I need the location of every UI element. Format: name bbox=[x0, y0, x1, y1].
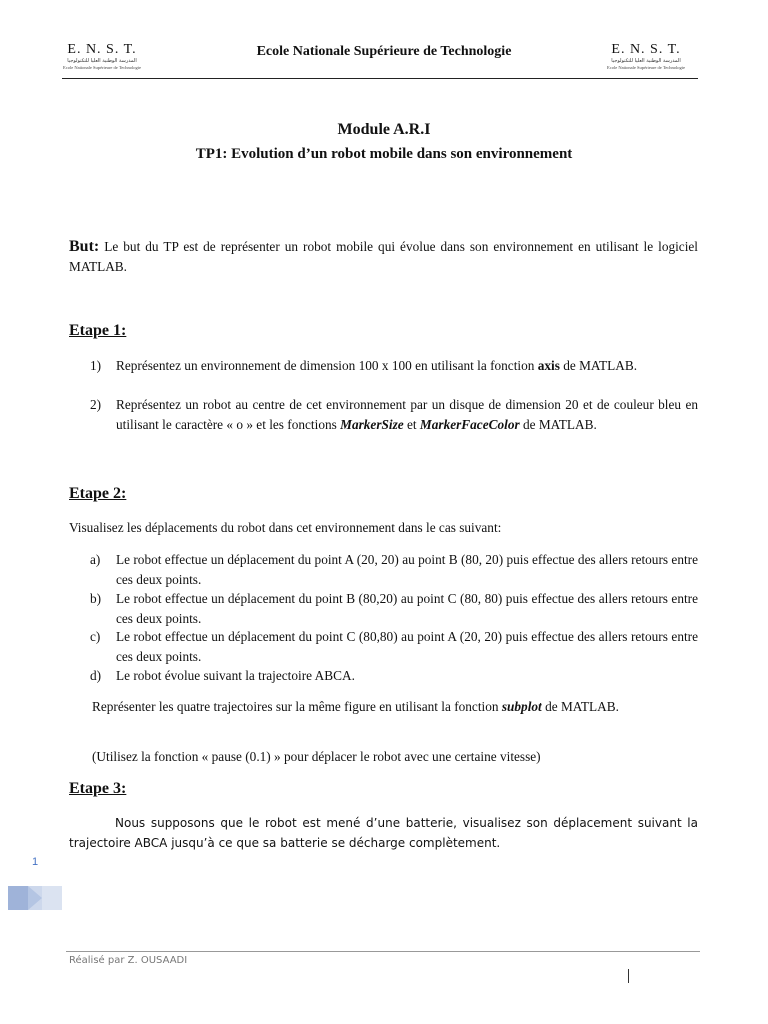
but-label: But: bbox=[69, 238, 100, 255]
item-text: Représentez un robot au centre de cet environnement par un disque de dimension 20 et de couleur bleu en utilisant le caractère « o » et les fonctions MarkerSize et MarkerFaceColor de MATLAB. bbox=[116, 397, 698, 432]
item-text: Représentez un environnement de dimension 100 x 100 en utilisant la fonction axis de MATLAB. bbox=[116, 358, 638, 373]
item-label: 1) bbox=[90, 358, 102, 373]
list-item bbox=[90, 666, 698, 686]
author-credit: Réalisé par Z. OUSAADI bbox=[69, 955, 188, 966]
item-label: 2) bbox=[90, 397, 102, 412]
list-item bbox=[90, 395, 698, 434]
item-text: Le robot effectue un déplacement du point C (80,80) au point A (20, 20) puis effectue des allers retours entre ces deux points. bbox=[116, 629, 698, 664]
item-text: Le robot effectue un déplacement du point B (80,20) au point C (80, 80) puis effectue des allers retours entre ces deux points. bbox=[116, 591, 698, 626]
keyword-markersize: MarkerSize bbox=[340, 416, 404, 432]
item-label: a) bbox=[90, 552, 101, 567]
list-item bbox=[90, 589, 698, 628]
module-title: Module A.R.I bbox=[337, 121, 431, 138]
logo-mark: E. N. S. T. bbox=[611, 42, 681, 57]
logo-arabic: المدرسة الوطنية العليا للتكنولوجيا bbox=[67, 58, 137, 64]
school-name: Ecole Nationale Supérieure de Technologie bbox=[256, 44, 512, 59]
etape3-heading: Etape 3: bbox=[69, 780, 127, 797]
but-paragraph bbox=[69, 237, 698, 276]
item-text: Le robot effectue un déplacement du point A (20, 20) au point B (80, 20) puis effectue des allers retours entre ces deux points. bbox=[116, 552, 698, 587]
list-item bbox=[90, 356, 698, 376]
etape2-intro: Visualisez les déplacements du robot dans cet environnement dans le cas suivant: bbox=[69, 520, 502, 535]
item-label: c) bbox=[90, 629, 101, 644]
but-text: Le but du TP est de représenter un robot mobile qui évolue dans son environnement en utilisant le logiciel MATLAB. bbox=[69, 239, 698, 274]
keyword-axis: axis bbox=[537, 358, 560, 373]
logo-left bbox=[62, 42, 142, 71]
item-label: d) bbox=[90, 668, 102, 683]
subplot-paragraph: Représenter les quatre trajectoires sur la même figure en utilisant la fonction subplot de MATLAB. bbox=[92, 699, 619, 714]
logo-french: Ecole Nationale Supérieure de Technologie bbox=[606, 65, 686, 70]
tp-title: TP1: Evolution d’un robot mobile dans son environnement bbox=[195, 146, 573, 162]
list-item bbox=[90, 550, 698, 589]
logo-right bbox=[606, 42, 686, 71]
page-tab-icon bbox=[8, 884, 62, 912]
etape1-heading: Etape 1: bbox=[69, 322, 127, 339]
footer-divider bbox=[66, 951, 700, 952]
logo-arabic: المدرسة الوطنية العليا للتكنولوجيا bbox=[611, 58, 681, 64]
pause-note: (Utilisez la fonction « pause (0.1) » pour déplacer le robot avec une certaine vitesse) bbox=[92, 749, 541, 764]
keyword-subplot: subplot bbox=[501, 699, 542, 714]
item-text: Le robot évolue suivant la trajectoire ABCA. bbox=[116, 668, 355, 683]
text-cursor bbox=[628, 969, 629, 983]
logo-mark: E. N. S. T. bbox=[67, 42, 137, 57]
keyword-markerfacecolor: MarkerFaceColor bbox=[419, 416, 520, 432]
etape3-paragraph: Nous supposons que le robot est mené d’une batterie, visualisez son déplacement suivant la trajectoire ABCA jusqu’à ce que sa batterie se décharge complètement. bbox=[69, 816, 698, 850]
header-divider bbox=[62, 78, 698, 79]
page-number: 1 bbox=[32, 856, 39, 868]
etape2-heading: Etape 2: bbox=[69, 485, 127, 502]
item-label: b) bbox=[90, 591, 102, 606]
list-item bbox=[90, 627, 698, 666]
logo-french: Ecole Nationale Supérieure de Technologie bbox=[62, 65, 142, 70]
